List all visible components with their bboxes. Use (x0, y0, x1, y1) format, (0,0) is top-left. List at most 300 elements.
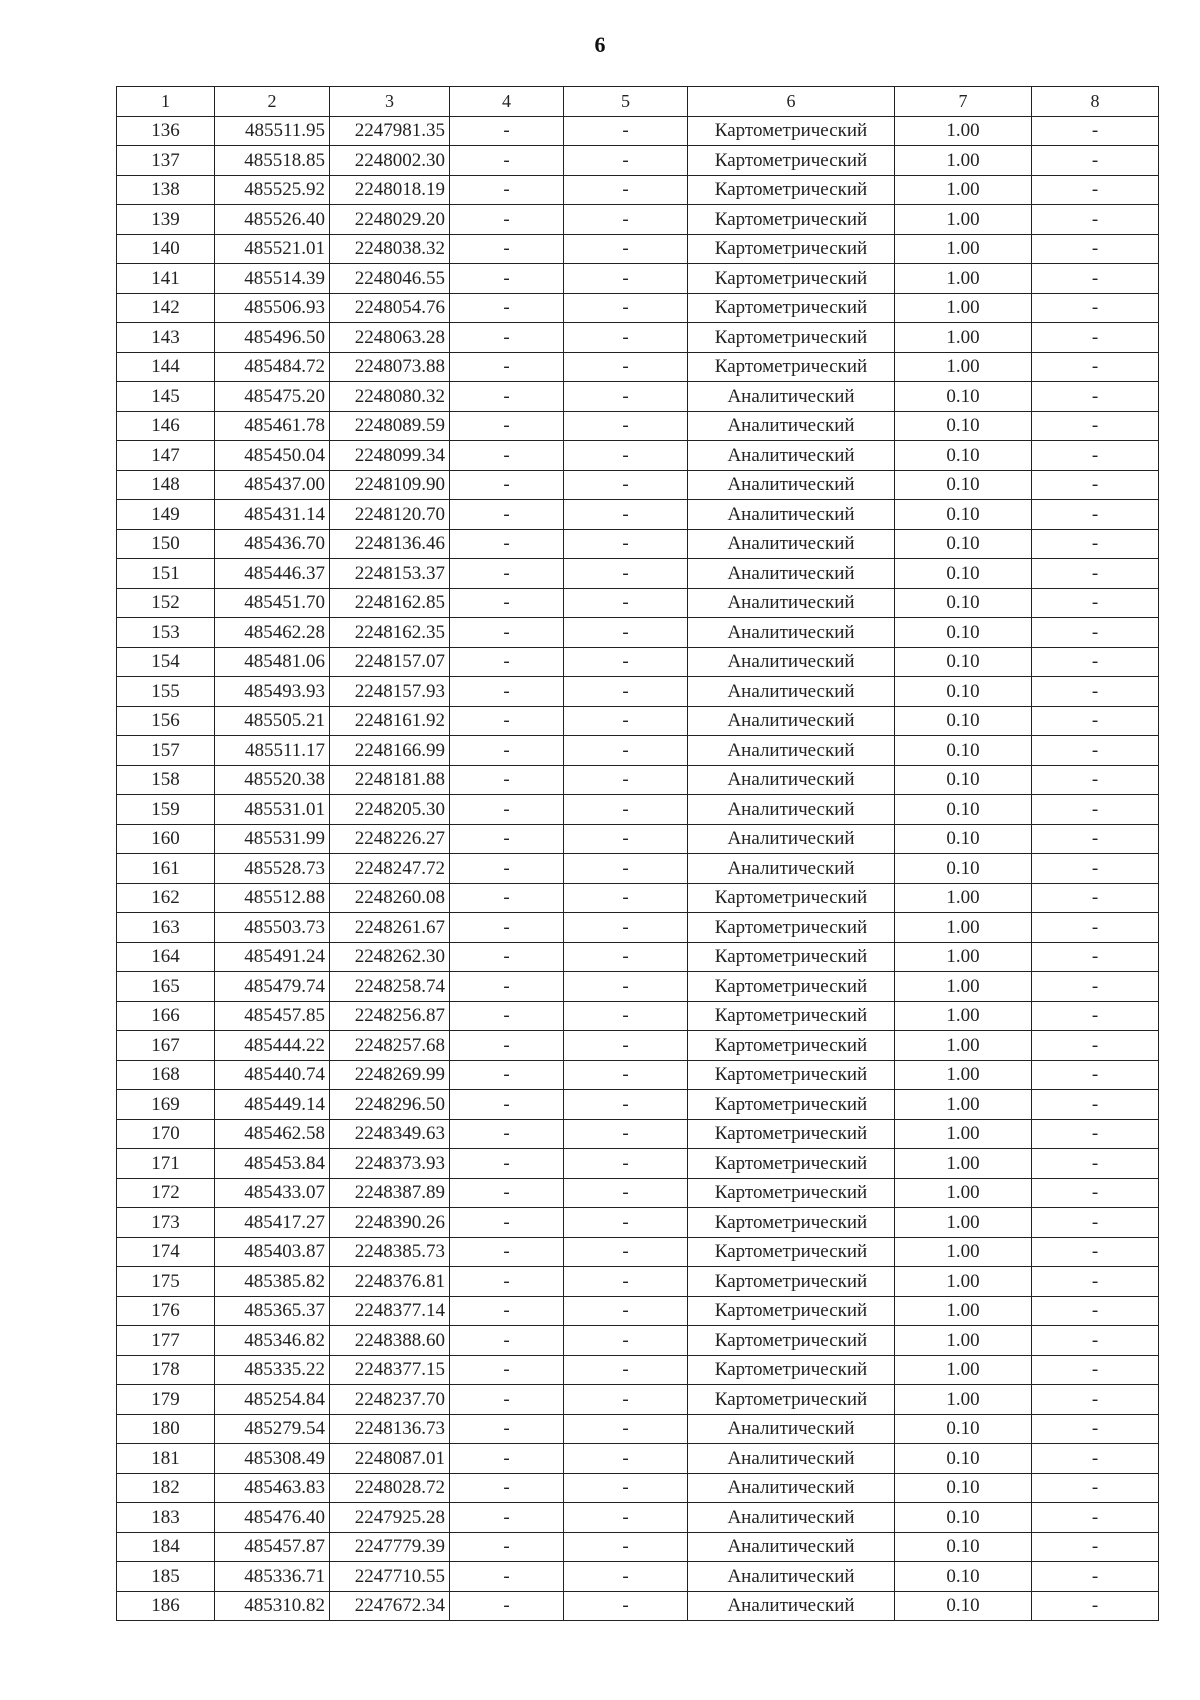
cell-accuracy: 1.00 (895, 1208, 1032, 1238)
table-row (117, 1444, 1159, 1474)
cell-col-5: - (564, 706, 688, 736)
cell-col-5: - (564, 470, 688, 500)
cell-col-8: - (1032, 1031, 1159, 1061)
cell-coord-x: 485433.07 (215, 1178, 330, 1208)
cell-method: Картометрический (688, 1001, 895, 1031)
cell-col-8: - (1032, 382, 1159, 412)
cell-coord-x: 485453.84 (215, 1149, 330, 1179)
cell-coord-x: 485461.78 (215, 411, 330, 441)
cell-point-number: 186 (117, 1591, 215, 1621)
table-row (117, 1532, 1159, 1562)
column-header-6: 6 (688, 87, 895, 117)
cell-col-4: - (450, 1385, 564, 1415)
table-row (117, 1178, 1159, 1208)
cell-point-number: 159 (117, 795, 215, 825)
cell-coord-x: 485279.54 (215, 1414, 330, 1444)
cell-col-5: - (564, 618, 688, 648)
cell-point-number: 172 (117, 1178, 215, 1208)
table-row (117, 795, 1159, 825)
cell-point-number: 146 (117, 411, 215, 441)
cell-point-number: 153 (117, 618, 215, 648)
cell-accuracy: 1.00 (895, 1267, 1032, 1297)
cell-point-number: 166 (117, 1001, 215, 1031)
cell-coord-x: 485463.83 (215, 1473, 330, 1503)
cell-col-4: - (450, 1267, 564, 1297)
cell-coord-x: 485457.87 (215, 1532, 330, 1562)
cell-col-4: - (450, 1503, 564, 1533)
cell-col-5: - (564, 1326, 688, 1356)
table-row (117, 382, 1159, 412)
cell-method: Аналитический (688, 647, 895, 677)
cell-coord-x: 485446.37 (215, 559, 330, 589)
table-row (117, 736, 1159, 766)
cell-col-4: - (450, 1090, 564, 1120)
cell-point-number: 138 (117, 175, 215, 205)
cell-coord-y: 2248099.34 (330, 441, 450, 471)
cell-col-8: - (1032, 116, 1159, 146)
cell-accuracy: 0.10 (895, 795, 1032, 825)
table-row (117, 1326, 1159, 1356)
cell-coord-y: 2247925.28 (330, 1503, 450, 1533)
cell-coord-y: 2248161.92 (330, 706, 450, 736)
cell-point-number: 176 (117, 1296, 215, 1326)
cell-coord-x: 485531.01 (215, 795, 330, 825)
cell-col-8: - (1032, 1178, 1159, 1208)
cell-coord-x: 485506.93 (215, 293, 330, 323)
cell-col-4: - (450, 795, 564, 825)
cell-col-5: - (564, 293, 688, 323)
cell-coord-y: 2248029.20 (330, 205, 450, 235)
cell-coord-y: 2248157.07 (330, 647, 450, 677)
cell-col-4: - (450, 972, 564, 1002)
cell-col-4: - (450, 1149, 564, 1179)
cell-accuracy: 1.00 (895, 1149, 1032, 1179)
cell-col-8: - (1032, 677, 1159, 707)
cell-col-8: - (1032, 1473, 1159, 1503)
cell-col-5: - (564, 1267, 688, 1297)
cell-method: Картометрический (688, 1119, 895, 1149)
cell-method: Аналитический (688, 1414, 895, 1444)
cell-coord-x: 485526.40 (215, 205, 330, 235)
cell-coord-y: 2248377.14 (330, 1296, 450, 1326)
cell-col-5: - (564, 559, 688, 589)
cell-method: Картометрический (688, 1090, 895, 1120)
cell-col-4: - (450, 1060, 564, 1090)
cell-col-4: - (450, 205, 564, 235)
cell-accuracy: 0.10 (895, 1444, 1032, 1474)
cell-coord-y: 2248153.37 (330, 559, 450, 589)
cell-col-8: - (1032, 1591, 1159, 1621)
cell-coord-y: 2248237.70 (330, 1385, 450, 1415)
table-row (117, 647, 1159, 677)
coordinates-table (116, 86, 1159, 1621)
cell-col-5: - (564, 264, 688, 294)
cell-accuracy: 1.00 (895, 1031, 1032, 1061)
cell-accuracy: 1.00 (895, 352, 1032, 382)
cell-accuracy: 1.00 (895, 1385, 1032, 1415)
cell-coord-y: 2248018.19 (330, 175, 450, 205)
cell-method: Аналитический (688, 470, 895, 500)
cell-accuracy: 0.10 (895, 765, 1032, 795)
cell-col-5: - (564, 588, 688, 618)
cell-point-number: 168 (117, 1060, 215, 1090)
table-header-row (117, 87, 1159, 117)
cell-coord-x: 485451.70 (215, 588, 330, 618)
page-number: 6 (594, 32, 606, 57)
cell-coord-y: 2248089.59 (330, 411, 450, 441)
cell-coord-x: 485531.99 (215, 824, 330, 854)
cell-point-number: 177 (117, 1326, 215, 1356)
cell-coord-y: 2247981.35 (330, 116, 450, 146)
cell-col-8: - (1032, 1060, 1159, 1090)
cell-col-5: - (564, 382, 688, 412)
cell-coord-y: 2248390.26 (330, 1208, 450, 1238)
table-row (117, 323, 1159, 353)
cell-col-4: - (450, 1355, 564, 1385)
cell-method: Картометрический (688, 205, 895, 235)
cell-point-number: 184 (117, 1532, 215, 1562)
cell-coord-y: 2248256.87 (330, 1001, 450, 1031)
cell-coord-x: 485505.21 (215, 706, 330, 736)
cell-col-4: - (450, 352, 564, 382)
cell-coord-x: 485437.00 (215, 470, 330, 500)
cell-accuracy: 1.00 (895, 175, 1032, 205)
cell-point-number: 183 (117, 1503, 215, 1533)
cell-col-8: - (1032, 1296, 1159, 1326)
cell-col-4: - (450, 1237, 564, 1267)
cell-coord-x: 485254.84 (215, 1385, 330, 1415)
cell-accuracy: 0.10 (895, 618, 1032, 648)
cell-point-number: 162 (117, 883, 215, 913)
table-row (117, 1355, 1159, 1385)
cell-point-number: 157 (117, 736, 215, 766)
cell-col-5: - (564, 116, 688, 146)
cell-col-4: - (450, 1444, 564, 1474)
cell-point-number: 175 (117, 1267, 215, 1297)
cell-col-8: - (1032, 1149, 1159, 1179)
cell-col-4: - (450, 382, 564, 412)
cell-point-number: 154 (117, 647, 215, 677)
cell-col-5: - (564, 1562, 688, 1592)
cell-col-4: - (450, 1326, 564, 1356)
cell-col-4: - (450, 824, 564, 854)
cell-col-4: - (450, 1208, 564, 1238)
cell-method: Аналитический (688, 1444, 895, 1474)
cell-coord-y: 2248260.08 (330, 883, 450, 913)
cell-accuracy: 1.00 (895, 1237, 1032, 1267)
cell-col-4: - (450, 264, 564, 294)
cell-method: Картометрический (688, 1149, 895, 1179)
cell-col-4: - (450, 1562, 564, 1592)
cell-method: Картометрический (688, 1385, 895, 1415)
cell-method: Аналитический (688, 1562, 895, 1592)
table-row (117, 1208, 1159, 1238)
cell-method: Картометрический (688, 883, 895, 913)
cell-point-number: 167 (117, 1031, 215, 1061)
table-body (117, 116, 1159, 1621)
cell-point-number: 137 (117, 146, 215, 176)
cell-method: Аналитический (688, 706, 895, 736)
table-row (117, 500, 1159, 530)
cell-col-4: - (450, 559, 564, 589)
table-row (117, 1031, 1159, 1061)
cell-col-5: - (564, 1031, 688, 1061)
cell-coord-y: 2248258.74 (330, 972, 450, 1002)
cell-accuracy: 0.10 (895, 1532, 1032, 1562)
cell-method: Картометрический (688, 1208, 895, 1238)
cell-coord-x: 485449.14 (215, 1090, 330, 1120)
cell-method: Аналитический (688, 677, 895, 707)
cell-point-number: 180 (117, 1414, 215, 1444)
cell-col-8: - (1032, 441, 1159, 471)
cell-point-number: 164 (117, 942, 215, 972)
cell-col-8: - (1032, 293, 1159, 323)
table-row (117, 234, 1159, 264)
cell-coord-y: 2248162.85 (330, 588, 450, 618)
cell-col-8: - (1032, 205, 1159, 235)
cell-col-8: - (1032, 1444, 1159, 1474)
cell-coord-x: 485462.58 (215, 1119, 330, 1149)
cell-accuracy: 0.10 (895, 677, 1032, 707)
cell-accuracy: 0.10 (895, 706, 1032, 736)
cell-method: Картометрический (688, 972, 895, 1002)
cell-col-5: - (564, 942, 688, 972)
cell-col-5: - (564, 1237, 688, 1267)
cell-point-number: 182 (117, 1473, 215, 1503)
cell-col-8: - (1032, 706, 1159, 736)
cell-col-5: - (564, 765, 688, 795)
cell-accuracy: 0.10 (895, 1591, 1032, 1621)
cell-point-number: 181 (117, 1444, 215, 1474)
cell-coord-y: 2248038.32 (330, 234, 450, 264)
table-row (117, 559, 1159, 589)
cell-method: Аналитический (688, 824, 895, 854)
cell-accuracy: 1.00 (895, 293, 1032, 323)
cell-accuracy: 0.10 (895, 1562, 1032, 1592)
cell-point-number: 156 (117, 706, 215, 736)
cell-col-4: - (450, 116, 564, 146)
cell-method: Аналитический (688, 795, 895, 825)
cell-col-4: - (450, 1178, 564, 1208)
cell-coord-y: 2248054.76 (330, 293, 450, 323)
cell-col-5: - (564, 824, 688, 854)
cell-coord-y: 2248373.93 (330, 1149, 450, 1179)
cell-col-5: - (564, 234, 688, 264)
cell-coord-x: 485511.17 (215, 736, 330, 766)
cell-col-4: - (450, 1532, 564, 1562)
cell-method: Картометрический (688, 234, 895, 264)
cell-method: Аналитический (688, 588, 895, 618)
table-row (117, 1149, 1159, 1179)
cell-col-8: - (1032, 1385, 1159, 1415)
cell-col-8: - (1032, 500, 1159, 530)
cell-accuracy: 1.00 (895, 1001, 1032, 1031)
cell-col-8: - (1032, 1503, 1159, 1533)
cell-accuracy: 1.00 (895, 234, 1032, 264)
cell-accuracy: 0.10 (895, 529, 1032, 559)
cell-point-number: 155 (117, 677, 215, 707)
cell-col-8: - (1032, 1208, 1159, 1238)
cell-method: Картометрический (688, 1326, 895, 1356)
cell-accuracy: 1.00 (895, 883, 1032, 913)
cell-accuracy: 1.00 (895, 1119, 1032, 1149)
cell-col-5: - (564, 883, 688, 913)
cell-col-5: - (564, 795, 688, 825)
table-row (117, 1591, 1159, 1621)
cell-col-5: - (564, 1296, 688, 1326)
table-row (117, 942, 1159, 972)
cell-point-number: 139 (117, 205, 215, 235)
table-row (117, 411, 1159, 441)
cell-method: Картометрический (688, 293, 895, 323)
cell-coord-x: 485525.92 (215, 175, 330, 205)
cell-col-4: - (450, 1031, 564, 1061)
cell-accuracy: 0.10 (895, 500, 1032, 530)
cell-method: Картометрический (688, 146, 895, 176)
cell-col-4: - (450, 234, 564, 264)
cell-accuracy: 1.00 (895, 913, 1032, 943)
cell-method: Картометрический (688, 942, 895, 972)
table-row (117, 529, 1159, 559)
cell-col-8: - (1032, 323, 1159, 353)
cell-coord-x: 485479.74 (215, 972, 330, 1002)
cell-col-8: - (1032, 470, 1159, 500)
cell-col-4: - (450, 323, 564, 353)
cell-col-5: - (564, 1149, 688, 1179)
cell-point-number: 165 (117, 972, 215, 1002)
cell-point-number: 149 (117, 500, 215, 530)
cell-col-4: - (450, 146, 564, 176)
cell-col-8: - (1032, 588, 1159, 618)
column-header-5: 5 (564, 87, 688, 117)
cell-col-5: - (564, 1385, 688, 1415)
cell-col-4: - (450, 441, 564, 471)
cell-col-4: - (450, 1414, 564, 1444)
cell-col-4: - (450, 913, 564, 943)
cell-method: Аналитический (688, 1503, 895, 1533)
cell-method: Аналитический (688, 1473, 895, 1503)
table-row (117, 146, 1159, 176)
cell-point-number: 150 (117, 529, 215, 559)
cell-col-4: - (450, 706, 564, 736)
cell-col-5: - (564, 323, 688, 353)
cell-col-4: - (450, 765, 564, 795)
cell-accuracy: 0.10 (895, 1473, 1032, 1503)
cell-accuracy: 0.10 (895, 382, 1032, 412)
table-row (117, 1473, 1159, 1503)
cell-coord-x: 485310.82 (215, 1591, 330, 1621)
cell-coord-y: 2247779.39 (330, 1532, 450, 1562)
cell-col-4: - (450, 854, 564, 884)
cell-col-8: - (1032, 234, 1159, 264)
cell-coord-y: 2248387.89 (330, 1178, 450, 1208)
table-row (117, 972, 1159, 1002)
cell-coord-y: 2248376.81 (330, 1267, 450, 1297)
cell-point-number: 161 (117, 854, 215, 884)
table-row (117, 677, 1159, 707)
cell-method: Аналитический (688, 736, 895, 766)
cell-accuracy: 1.00 (895, 1178, 1032, 1208)
cell-method: Картометрический (688, 1031, 895, 1061)
column-header-2: 2 (215, 87, 330, 117)
table-row (117, 1385, 1159, 1415)
cell-col-8: - (1032, 411, 1159, 441)
table-row (117, 1237, 1159, 1267)
cell-point-number: 144 (117, 352, 215, 382)
cell-coord-y: 2248205.30 (330, 795, 450, 825)
cell-method: Картометрический (688, 116, 895, 146)
cell-col-4: - (450, 1591, 564, 1621)
cell-method: Картометрический (688, 1060, 895, 1090)
table-row (117, 824, 1159, 854)
table-row (117, 765, 1159, 795)
cell-col-4: - (450, 1296, 564, 1326)
table-row (117, 175, 1159, 205)
cell-accuracy: 1.00 (895, 205, 1032, 235)
cell-col-8: - (1032, 1562, 1159, 1592)
cell-coord-y: 2248226.27 (330, 824, 450, 854)
cell-coord-x: 485346.82 (215, 1326, 330, 1356)
cell-method: Аналитический (688, 382, 895, 412)
cell-method: Картометрический (688, 1267, 895, 1297)
cell-coord-y: 2248073.88 (330, 352, 450, 382)
cell-coord-y: 2248109.90 (330, 470, 450, 500)
cell-col-5: - (564, 146, 688, 176)
cell-method: Аналитический (688, 441, 895, 471)
cell-col-8: - (1032, 559, 1159, 589)
table-row (117, 1503, 1159, 1533)
cell-col-5: - (564, 913, 688, 943)
cell-accuracy: 0.10 (895, 1414, 1032, 1444)
cell-accuracy: 0.10 (895, 1503, 1032, 1533)
cell-coord-x: 485496.50 (215, 323, 330, 353)
cell-col-8: - (1032, 824, 1159, 854)
cell-col-5: - (564, 1090, 688, 1120)
cell-col-8: - (1032, 1001, 1159, 1031)
table-row (117, 883, 1159, 913)
cell-col-8: - (1032, 913, 1159, 943)
cell-col-5: - (564, 972, 688, 1002)
cell-coord-x: 485484.72 (215, 352, 330, 382)
cell-method: Аналитический (688, 1532, 895, 1562)
table-row (117, 1296, 1159, 1326)
cell-col-5: - (564, 175, 688, 205)
cell-coord-y: 2248296.50 (330, 1090, 450, 1120)
cell-accuracy: 0.10 (895, 824, 1032, 854)
cell-col-8: - (1032, 1267, 1159, 1297)
cell-accuracy: 1.00 (895, 1355, 1032, 1385)
cell-col-4: - (450, 1001, 564, 1031)
cell-col-4: - (450, 883, 564, 913)
cell-accuracy: 1.00 (895, 1060, 1032, 1090)
cell-col-8: - (1032, 1237, 1159, 1267)
cell-coord-x: 485514.39 (215, 264, 330, 294)
cell-point-number: 152 (117, 588, 215, 618)
cell-col-5: - (564, 854, 688, 884)
table-row (117, 470, 1159, 500)
cell-coord-x: 485462.28 (215, 618, 330, 648)
cell-accuracy: 1.00 (895, 146, 1032, 176)
cell-method: Аналитический (688, 854, 895, 884)
cell-method: Картометрический (688, 264, 895, 294)
cell-coord-y: 2248377.15 (330, 1355, 450, 1385)
cell-coord-x: 485365.37 (215, 1296, 330, 1326)
cell-point-number: 142 (117, 293, 215, 323)
cell-col-5: - (564, 1473, 688, 1503)
cell-col-4: - (450, 1119, 564, 1149)
cell-accuracy: 0.10 (895, 736, 1032, 766)
cell-coord-x: 485493.93 (215, 677, 330, 707)
